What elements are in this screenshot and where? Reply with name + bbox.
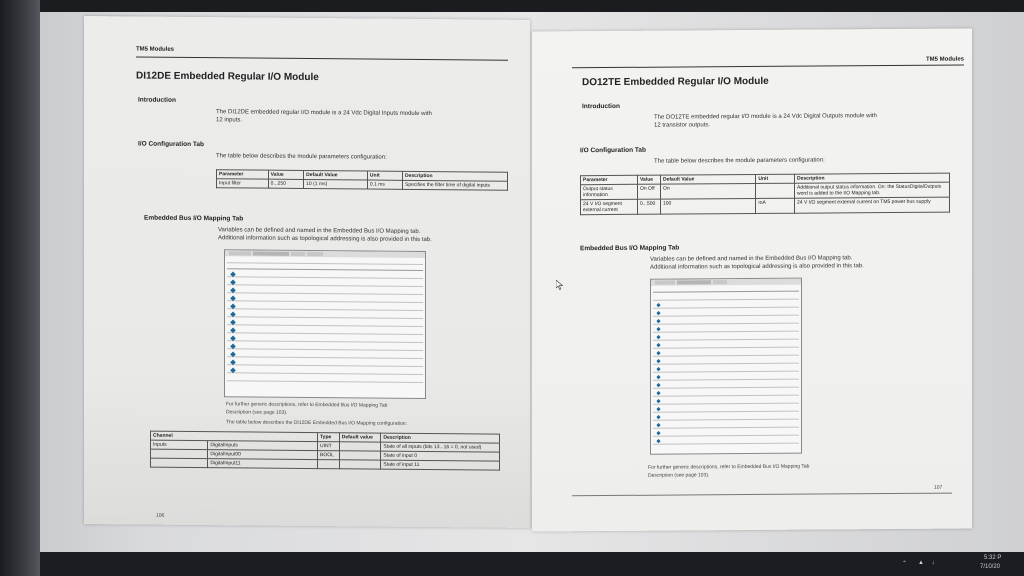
section-heading-config: I/O Configuration Tab bbox=[580, 146, 646, 155]
variable-icon bbox=[656, 375, 660, 379]
volume-icon[interactable]: ♩ bbox=[932, 560, 938, 566]
variable-icon bbox=[656, 399, 660, 403]
table-cell: BOOL bbox=[317, 451, 339, 460]
variable-icon bbox=[656, 383, 660, 387]
section-heading-introduction: Introduction bbox=[138, 96, 176, 104]
table-cell: Additional output status information. On: the StatusDigitalOutputs word is added to the I/O Mapping tab. bbox=[795, 182, 950, 198]
mouse-pointer-icon bbox=[556, 280, 564, 290]
page-title: DO12TE Embedded Regular I/O Module bbox=[582, 75, 769, 89]
section-heading-config: I/O Configuration Tab bbox=[138, 140, 204, 149]
table-row bbox=[151, 458, 500, 470]
monitor-bezel-left bbox=[0, 0, 40, 576]
variable-icon bbox=[656, 327, 660, 331]
document-page-right bbox=[532, 28, 972, 531]
table-cell: State of all inputs (bits 13...16 = 0, not used) bbox=[381, 442, 500, 452]
page-number: 107 bbox=[934, 484, 943, 491]
table-cell bbox=[339, 451, 381, 460]
table-cell: On Off bbox=[638, 184, 661, 199]
table-cell: Inputs bbox=[151, 440, 208, 450]
table-cell bbox=[151, 458, 208, 468]
table-row bbox=[581, 197, 950, 215]
intro-text: The DO12TE embedded regular I/O module is a 24 Vdc Digital Outputs module with bbox=[654, 113, 877, 121]
table-cell: DigitalInputs bbox=[208, 441, 318, 451]
clock-date[interactable]: 7/10/20 bbox=[980, 564, 1001, 570]
network-icon[interactable]: ▲ bbox=[918, 560, 924, 566]
table-cell bbox=[756, 183, 795, 198]
header-rule bbox=[572, 65, 964, 69]
table-header-cell: Value bbox=[638, 175, 661, 184]
variable-icon bbox=[656, 359, 660, 363]
variable-icon bbox=[656, 367, 660, 371]
table-header-cell: Parameter bbox=[217, 170, 269, 179]
mapping-text: Variables can be defined and named in the Embedded Bus I/O Mapping tab. bbox=[218, 227, 421, 235]
mapping-text: Variables can be defined and named in the Embedded Bus I/O Mapping tab. bbox=[650, 255, 853, 263]
config-text: The table below describes the module parameters configuration: bbox=[654, 157, 825, 165]
table-cell: On bbox=[661, 183, 756, 199]
further-text-2: Description (see page 103). bbox=[648, 472, 710, 479]
clock-time[interactable]: 5:32 P bbox=[984, 555, 1002, 561]
page-header: TM5 Modules bbox=[136, 46, 175, 53]
io-mapping-screenshot bbox=[650, 278, 802, 455]
table-header-cell: Parameter bbox=[581, 175, 638, 184]
section-heading-mapping: Embedded Bus I/O Mapping Tab bbox=[580, 244, 680, 253]
table-cell: Specifies the filter time of digital inputs bbox=[403, 180, 508, 190]
table-cell: DigitalInput11 bbox=[208, 459, 318, 469]
variable-icon bbox=[656, 303, 660, 307]
table-header-cell: Value bbox=[268, 170, 304, 179]
variable-icon bbox=[656, 343, 660, 347]
table-header-cell: Type bbox=[317, 433, 339, 442]
table-header-cell: Default Value bbox=[304, 170, 368, 180]
table-cell: 0.1 ms bbox=[367, 180, 402, 189]
table-row bbox=[217, 179, 508, 191]
table-cell bbox=[339, 442, 381, 451]
variable-icon bbox=[656, 335, 660, 339]
table-cell: State of input 0 bbox=[381, 451, 500, 461]
table-cell: 24 V I/O segment external current on TM5 power bus supply bbox=[795, 197, 950, 213]
mapping-text-2: Additional information such as topological addressing is also provided in this tab. bbox=[650, 263, 864, 271]
variable-icon bbox=[656, 311, 660, 315]
table-cell: DigitalInput00 bbox=[208, 450, 318, 460]
further-text-2: Description (see page 103). bbox=[226, 409, 288, 416]
table-cell bbox=[339, 460, 381, 469]
header-rule bbox=[136, 57, 508, 61]
table-cell: 100 bbox=[661, 198, 756, 214]
further-text: For further generic descriptions, refer to Embedded Bus I/O Mapping Tab bbox=[226, 401, 388, 409]
table-header-cell: Channel bbox=[151, 431, 318, 441]
config-table bbox=[216, 169, 508, 191]
table-cell bbox=[151, 449, 208, 459]
variable-icon bbox=[656, 423, 660, 427]
table-cell: mA bbox=[756, 198, 795, 213]
table-cell bbox=[317, 460, 339, 469]
table-header-cell: Description bbox=[403, 171, 508, 181]
table-cell: Output status information bbox=[581, 184, 638, 199]
table-cell: UINT bbox=[317, 442, 339, 451]
table-header-cell: Description bbox=[795, 173, 950, 183]
section-heading-introduction: Introduction bbox=[582, 102, 620, 111]
variable-icon bbox=[656, 391, 660, 395]
table-header-cell: Description bbox=[381, 433, 500, 443]
variable-icon bbox=[656, 439, 660, 443]
variable-icon bbox=[656, 351, 660, 355]
footer-rule bbox=[572, 493, 952, 497]
variable-icon bbox=[656, 407, 660, 411]
taskbar bbox=[40, 552, 1024, 576]
page-header: TM5 Modules bbox=[926, 56, 965, 63]
table-cell: Input filter bbox=[217, 179, 269, 188]
table-cell: State of input 11 bbox=[381, 460, 500, 470]
further-text-3: The table below describes the DI12DE Embedded Bus I/O Mapping configuration: bbox=[226, 419, 407, 427]
table-cell: 0...500 bbox=[638, 199, 661, 214]
table-header-cell: Default Value bbox=[661, 174, 756, 184]
table-header-cell: Unit bbox=[756, 174, 795, 183]
config-text: The table below describes the module parameters configuration: bbox=[216, 153, 387, 161]
intro-text-2: 12 transistor outputs. bbox=[654, 122, 711, 129]
intro-text: The DI12DE embedded regular I/O module is a 24 Vdc Digital Inputs module with bbox=[216, 109, 432, 118]
variable-icon bbox=[656, 319, 660, 323]
table-header-cell: Unit bbox=[367, 171, 402, 180]
tray-chevron-icon[interactable]: ⌃ bbox=[902, 561, 908, 567]
table-cell: 24 V I/O segment external current bbox=[581, 199, 638, 214]
page-number: 106 bbox=[156, 512, 165, 519]
io-mapping-screenshot bbox=[224, 249, 426, 399]
document-page-left bbox=[84, 16, 530, 528]
table-cell: 0...250 bbox=[268, 179, 304, 188]
section-heading-mapping: Embedded Bus I/O Mapping Tab bbox=[144, 214, 244, 223]
table-header-cell: Default value bbox=[339, 433, 381, 442]
variable-icon bbox=[656, 415, 660, 419]
mapping-text-2: Additional information such as topological addressing is also provided in this tab. bbox=[218, 235, 432, 244]
variable-icon bbox=[656, 431, 660, 435]
intro-text-2: 12 inputs. bbox=[216, 117, 243, 124]
mapping-table bbox=[150, 431, 500, 471]
table-cell: 10 (1 ms) bbox=[304, 179, 368, 189]
config-table bbox=[580, 173, 950, 216]
page-title: DI12DE Embedded Regular I/O Module bbox=[136, 70, 319, 84]
further-text: For further generic descriptions, refer to Embedded Bus I/O Mapping Tab bbox=[648, 463, 810, 471]
